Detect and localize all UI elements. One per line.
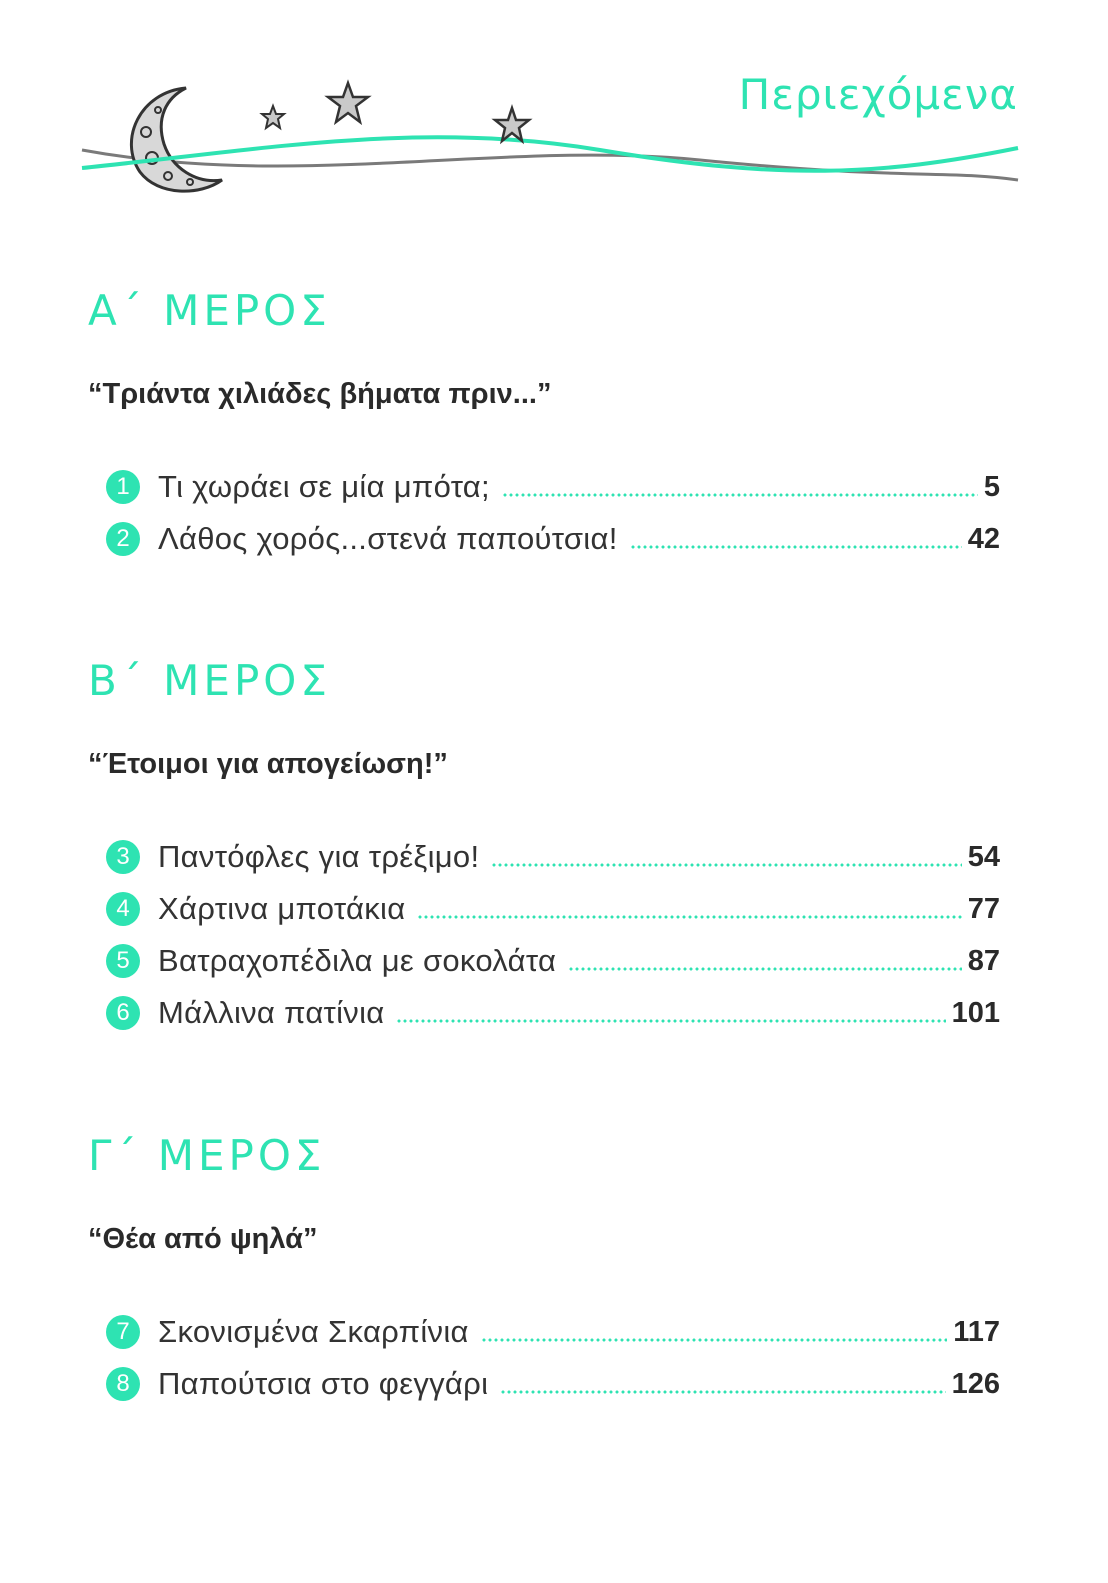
dot-leader [502, 493, 978, 497]
chapter-title: Παπούτσια στο φεγγάρι [158, 1366, 489, 1401]
toc-entry[interactable] [88, 1306, 1000, 1358]
gray-wave-line [82, 150, 1018, 180]
chapter-number-badge: 8 [106, 1367, 140, 1401]
chapter-number-badge: 6 [106, 996, 140, 1030]
page-number: 5 [983, 470, 1000, 503]
toc-entry[interactable] [88, 987, 1000, 1039]
chapter-number-badge: 2 [106, 522, 140, 556]
toc-entry[interactable] [88, 935, 1000, 987]
page-header [0, 0, 1108, 220]
chapter-number-badge: 1 [106, 470, 140, 504]
toc-list [88, 461, 1000, 565]
chapter-title: Λάθος χορός...στενά παπούτσια! [158, 521, 618, 556]
page-number: 54 [967, 840, 1000, 873]
chapter-title: Μάλλινα πατίνια [158, 995, 385, 1030]
dot-leader [630, 545, 962, 549]
part-subtitle: “Έτοιμοι για απογείωση!” [88, 748, 448, 780]
page-number: 42 [967, 522, 1000, 555]
star-icon [262, 106, 284, 128]
page-number: 87 [967, 944, 1000, 977]
chapter-title: Παντόφλες για τρέξιμο! [158, 839, 480, 874]
dot-leader [491, 863, 961, 867]
crescent-moon-icon [131, 88, 222, 191]
chapter-number-badge: 5 [106, 944, 140, 978]
toc-entry[interactable] [88, 1358, 1000, 1410]
dot-leader [568, 967, 962, 971]
page-number: 126 [951, 1367, 1000, 1400]
toc-entry[interactable] [88, 883, 1000, 935]
part-c [88, 1131, 1000, 1410]
page-number: 101 [951, 996, 1000, 1029]
page-title: Περιεχόμενα [738, 70, 1018, 119]
part-subtitle: “Τριάντα χιλιάδες βήματα πριν...” [88, 378, 552, 410]
toc-entry[interactable] [88, 831, 1000, 883]
star-icon [328, 83, 368, 122]
toc-entry[interactable] [88, 461, 1000, 513]
toc-list [88, 831, 1000, 1039]
part-subtitle: “Θέα από ψηλά” [88, 1223, 318, 1255]
part-a [88, 286, 1000, 565]
toc-entry[interactable] [88, 513, 1000, 565]
part-heading: Α΄ ΜΕΡΟΣ [88, 286, 331, 335]
chapter-number-badge: 4 [106, 892, 140, 926]
chapter-title: Βατραχοπέδιλα με σοκολάτα [158, 943, 557, 978]
part-heading: Β΄ ΜΕΡΟΣ [88, 656, 331, 705]
chapter-title: Χάρτινα μποτάκια [158, 891, 406, 926]
dot-leader [500, 1390, 945, 1394]
star-icon [495, 108, 529, 141]
dot-leader [396, 1019, 945, 1023]
part-heading: Γ΄ ΜΕΡΟΣ [88, 1131, 326, 1180]
chapter-title: Τι χωράει σε μία μπότα; [158, 469, 490, 504]
part-b [88, 656, 1000, 1039]
dot-leader [417, 915, 961, 919]
page-number: 77 [967, 892, 1000, 925]
chapter-number-badge: 3 [106, 840, 140, 874]
toc-list [88, 1306, 1000, 1410]
page-number: 117 [953, 1315, 1000, 1348]
chapter-title: Σκονισμένα Σκαρπίνια [158, 1314, 469, 1349]
chapter-number-badge: 7 [106, 1315, 140, 1349]
dot-leader [481, 1338, 947, 1342]
